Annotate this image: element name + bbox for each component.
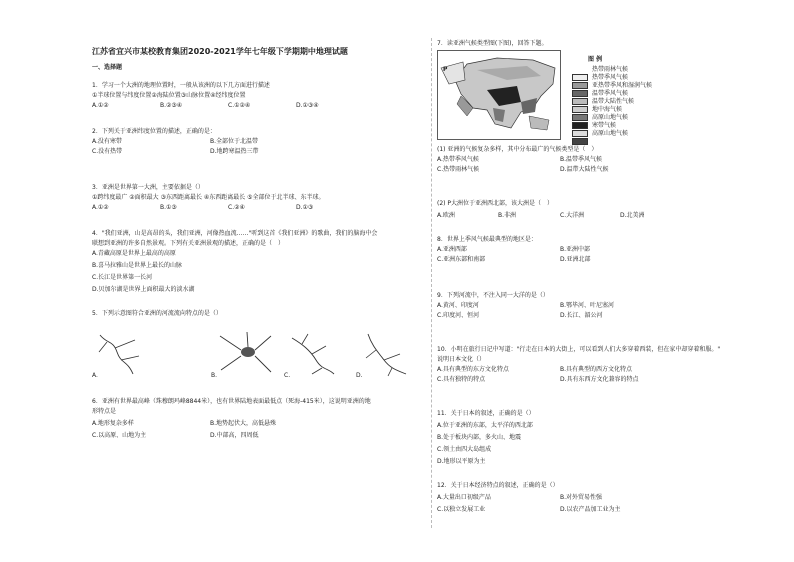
q6-option-c: C.以高原、山地为主 (92, 432, 147, 439)
q10-option-c: C.具有独特的特点 (437, 376, 486, 383)
q6-option-b: B.地势起伏大，高低悬殊 (210, 420, 277, 427)
river-diagram-d (362, 330, 412, 378)
q11-option-c: C.领土由四大岛组成 (437, 446, 492, 453)
q12-option-d: D.以农产品加工业为主 (560, 506, 621, 513)
q9-option-c: C.印度河、恒河 (437, 312, 480, 319)
q5-stem: 5．下列示意图符合亚洲的河流流向特点的是（） (92, 310, 222, 317)
legend-item: 高原山地气候 (572, 114, 588, 122)
legend-item: 亚热带季风和湿润气候 (572, 82, 588, 90)
q7-stem: 7．读亚洲气候类型图(下图)，回答下题。 (437, 40, 548, 47)
q6-stem: 6．亚洲有世界最高峰（珠穆朗玛峰8844米），也有世界陆地表面最低点（死海-415米），这说明亚洲的地 (92, 398, 371, 405)
q5-option-b: B. (211, 372, 218, 379)
q5-option-a: A. (92, 372, 98, 379)
q1-stem: 1．学习一个大洲的地理位置时，一般从该洲的以下几方面进行描述 (92, 82, 270, 89)
q7-option-b: B.温带季风气候 (560, 156, 603, 163)
legend-item: 温带季风气候 (572, 90, 588, 98)
q4-option-a: A.青藏高原是世界上最高的高原 (92, 250, 176, 257)
q8-stem: 8．世界上季风气候最典型的地区是： (437, 236, 537, 243)
q7-option-c: C.热带雨林气候 (437, 166, 480, 173)
q3-option-d: D.①③ (296, 204, 314, 211)
q3-option-b: B.①③ (160, 204, 177, 211)
q7b-option-d: D.北美洲 (620, 212, 645, 219)
q6-line: 形特点是 (92, 408, 117, 415)
q10-stem: 10．小明在旅行日记中写道："行走在日本的大街上，可以看到人们大多穿着西装，但在家中却穿着和服。" (437, 346, 721, 353)
river-diagram-c (288, 330, 338, 378)
q7b-option-b: B.非洲 (498, 212, 517, 219)
q9-stem: 9．下列河流中，不注入同一大洋的是（） (437, 292, 549, 299)
q8-option-a: A.亚洲西部 (437, 246, 467, 253)
q9-option-b: B.鄂毕河、叶尼塞河 (560, 302, 615, 309)
q7b-stem: (2) P大洲位于亚洲西北部，该大洲是（ ） (437, 200, 554, 207)
q3-option-c: C.②④ (228, 204, 245, 211)
q4-option-d: D.贝加尔湖是世界上面积最大的淡水湖 (92, 286, 195, 293)
q3-line: ①跨纬度最广 ②面积最大 ③东西距离最长 ④东西距离最长 ⑤全部位于北半球、东半球。 (92, 194, 325, 201)
q3-option-a: A.①② (92, 204, 109, 211)
page-title: 江苏省宜兴市某校教育集团2020-2021学年七年级下学期期中地理试题 (92, 47, 348, 56)
q10-line: 说明日本文化（） (437, 356, 486, 363)
q11-stem: 11．关于日本的叙述，正确的是（） (437, 410, 535, 417)
q5-option-c: C. (284, 372, 291, 379)
legend-item: 寒带气候 (572, 122, 588, 130)
q10-option-d: D.具有东西方文化兼容的特点 (560, 376, 639, 383)
q5-option-d: D. (356, 372, 363, 379)
q12-option-b: B.对外贸易性强 (560, 494, 603, 501)
q1-option-c: C.①②④ (228, 102, 251, 109)
legend-item: 温带大陆性气候 (572, 98, 588, 106)
q8-option-b: B.亚洲中部 (560, 246, 591, 253)
q1-option-d: D.①③④ (296, 102, 319, 109)
river-diagram-b (215, 330, 275, 378)
q7-sub1: (1) 亚洲的气候复杂多样，其中分布最广的气候类型是（ ） (437, 146, 598, 153)
q8-option-c: C.亚洲东部和南部 (437, 256, 486, 263)
q1-option-b: B.②③④ (160, 102, 183, 109)
column-divider (431, 38, 432, 528)
q7-option-d: D.温带大陆性气候 (560, 166, 609, 173)
q11-option-d: D.地形以平原为主 (437, 458, 486, 465)
q12-option-a: A.大量出口初级产品 (437, 494, 491, 501)
q10-option-b: B.具有典型的西方文化特点 (560, 366, 633, 373)
q2-option-b: B.全部位于北温带 (210, 138, 259, 145)
legend-item: 热带雨林气候 (572, 66, 588, 74)
legend-item: 热带季风气候 (572, 74, 588, 82)
q4-option-c: C.长江是世界第一长河 (92, 274, 153, 281)
legend-item: 高原山地气候 (572, 130, 588, 138)
q12-option-c: C.以独立发展工业 (437, 506, 486, 513)
q2-option-a: A.没有寒带 (92, 138, 122, 145)
q1-option-a: A.①② (92, 102, 109, 109)
q12-stem: 12．关于日本经济特点的叙述，正确的是（） (437, 482, 559, 489)
q8-option-d: D.亚洲北部 (560, 256, 591, 263)
q10-option-a: A.具有典型的东方文化特点 (437, 366, 509, 373)
legend-item: 地中海气候 (572, 106, 588, 114)
q2-stem: 2．下列关于亚洲纬度位置的描述，正确的是： (92, 128, 216, 135)
legend-title: 图 例 (588, 56, 603, 63)
q4-option-b: B.喜马拉雅山是世界上最长的山脉 (92, 262, 183, 269)
q3-stem: 3．亚洲是世界第一大洲，主要依据是（） (92, 184, 204, 191)
q1-line: ①半球位置与纬度位置②海陆位置③山脉位置④经纬度位置 (92, 92, 246, 99)
q4-stem: 4．"我们亚洲，山是高昂的头，我们亚洲，河像热血流……"听到这首《我们亚洲》的歌曲，我们的脑海中会 (92, 230, 378, 237)
q9-option-a: A.黄河、印度河 (437, 302, 479, 309)
q7-option-a: A.热带季风气候 (437, 156, 479, 163)
q11-option-b: B.处于板块内部，多火山、地震 (437, 434, 522, 441)
asia-climate-map (437, 50, 561, 140)
q7b-option-a: A.欧洲 (437, 212, 455, 219)
q2-option-d: D.地跨寒温热三带 (210, 148, 259, 155)
map-label-p: P (443, 66, 448, 73)
q6-option-a: A.地形复杂多样 (92, 420, 134, 427)
section-heading: 一、选择题 (92, 64, 123, 71)
q11-option-a: A.位于亚洲的东部，太平洋的西北部 (437, 422, 533, 429)
q9-option-d: D.长江、湄公河 (560, 312, 603, 319)
q2-option-c: C.没有热带 (92, 148, 123, 155)
q6-option-d: D.中部高，四周低 (210, 432, 259, 439)
river-diagram-a (95, 330, 145, 378)
q4-line: 联想到亚洲的许多自然景观。下列有关亚洲景观的描述，正确的是（ ） (92, 240, 285, 247)
q7b-option-c: C.大洋洲 (560, 212, 585, 219)
